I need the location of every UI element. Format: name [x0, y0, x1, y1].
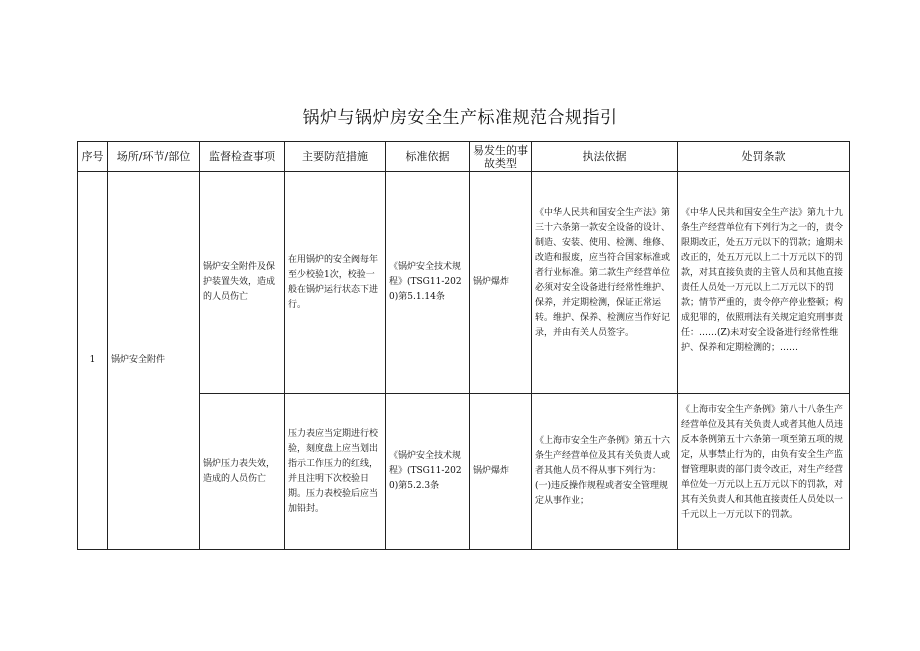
penalty-cell: 《中华人民共和国安全生产法》第九十九条生产经营单位有下列行为之一的，责令限期改正，处五万元以下的罚款；逾期未改正的，处五万元以上二十万元以下的罚款，对其直接负责的主管人员和其他直接责任人员处一万元以上二万元以下的罚款；情节严重的，责令停产停业整顿；构成犯罪的，依照刑法有关规定追究刑事责任：……(Z)未对安全设备进行经常性维护、保养和定期检测的；…… [678, 172, 850, 394]
place-cell: 锅炉安全附件 [108, 172, 200, 550]
accident-cell: 锅炉爆炸 [470, 172, 532, 394]
accident-cell: 锅炉爆炸 [470, 394, 532, 550]
header-row [78, 142, 850, 172]
header-place: 场所/环节/部位 [108, 142, 200, 172]
header-standard: 标准依据 [386, 142, 470, 172]
header-item: 监督检查事项 [200, 142, 285, 172]
penalty-cell: 《上海市安全生产条例》第八十八条生产经营单位及其有关负责人或者其他人员违反本条例第五十六条第一项至第五项的规定，从事禁止行为的，由负有安全生产监督管理职责的部门责令改正，对生产经营单位处一万元以上五万元以下的罚款，对其有关负责人和其他直接责任人员处以一千元以上一万元以下的罚款。 [678, 394, 850, 550]
table-row [78, 172, 850, 394]
law-cell: 《中华人民共和国安全生产法》第三十六条第一款安全设备的设计、制造、安装、使用、检测、维修、改造和报废，应当符合国家标准或者行业标准。第二款生产经营单位必须对安全设备进行经常性维护、保养，并定期检测，保证正常运转。维护、保养、检测应当作好记录，并由有关人员签字。 [532, 172, 678, 394]
standard-cell: 《锅炉安全技术规程》(TSG11-2020)第5.1.14条 [386, 172, 470, 394]
header-accident: 易发生的事故类型 [470, 142, 532, 172]
item-cell: 锅炉安全附件及保护装置失效，造成的人员伤亡 [200, 172, 285, 394]
compliance-table [77, 141, 850, 550]
measure-cell: 在用锅炉的安全阀每年至少校验1次，校验一般在锅炉运行状态下进行。 [285, 172, 386, 394]
header-law: 执法依据 [532, 142, 678, 172]
header-measure: 主要防范措施 [285, 142, 386, 172]
header-penalty: 处罚条款 [678, 142, 850, 172]
law-cell: 《上海市安全生产条例》第五十六条生产经营单位及其有关负责人或者其他人员不得从事下列行为：(一)违反操作规程或者安全管理规定从事作业； [532, 394, 678, 550]
seq-cell: 1 [78, 172, 108, 550]
standard-cell: 《锅炉安全技术规程》(TSG11-2020)第5.2.3条 [386, 394, 470, 550]
header-seq: 序号 [78, 142, 108, 172]
page-title: 锅炉与锅炉房安全生产标准规范合规指引 [302, 108, 618, 128]
measure-cell: 压力表应当定期进行校验，刻度盘上应当划出指示工作压力的红线，并且注明下次校验日期。压力表校验后应当加铅封。 [285, 394, 386, 550]
item-cell: 锅炉压力表失效，造成的人员伤亡 [200, 394, 285, 550]
